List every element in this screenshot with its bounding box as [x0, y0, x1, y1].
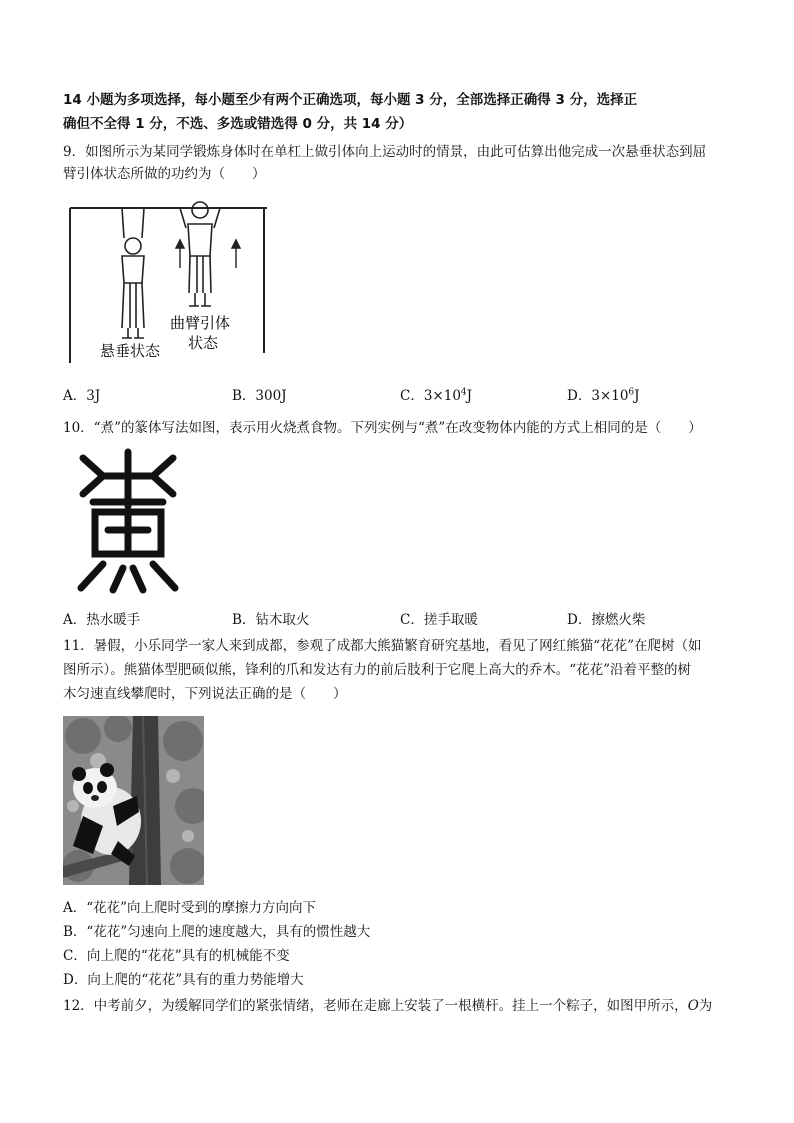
panda-photo-illustration — [63, 716, 204, 885]
question-12-text-line-1: 12．中考前夕，为缓解同学们的紧张情绪，老师在走廊上安装了一根横杆。挂上一个粽子，如图甲所示，O为 — [63, 998, 713, 1014]
q10-option-d[interactable]: D．擦燃火柴 — [567, 612, 646, 628]
q9-option-b[interactable]: B．300J — [232, 388, 287, 404]
label-pull-state-2: 状态 — [188, 334, 219, 352]
q11-option-a[interactable]: A．“花花”向上爬时受到的摩擦力方向向下 — [63, 900, 317, 916]
q11-option-b[interactable]: B．“花花”匀速向上爬的速度越大，具有的惯性越大 — [63, 924, 371, 940]
question-11-text-line-3: 木匀速直线攀爬时，下列说法正确的是（ ） — [63, 686, 347, 702]
seal-script-character — [63, 446, 193, 596]
question-9-text-line-1: 9．如图所示为某同学锻炼身体时在单杠上做引体向上运动时的情景，由此可估算出他完成一次悬垂状态到屈 — [63, 144, 707, 160]
question-11-text-line-1: 11．暑假，小乐同学一家人来到成都，参观了成都大熊猫繁育研究基地，看见了网红熊猫“花花”在爬树（如 — [63, 638, 702, 654]
seal-script-zhu-figure — [63, 446, 193, 596]
label-hanging-state: 悬垂状态 — [100, 342, 161, 360]
q9-option-d[interactable]: D．$3\times 10^6J$ — [567, 387, 640, 404]
q11-option-c[interactable]: C．向上爬的“花花”具有的机械能不变 — [63, 948, 290, 964]
panda-climbing-photo — [63, 716, 204, 885]
label-pull-state-1: 曲臂引体 — [170, 314, 231, 332]
question-9-text-line-2: 臂引体状态所做的功约为（ ） — [63, 166, 266, 182]
q10-option-b[interactable]: B．钻木取火 — [232, 612, 310, 628]
question-10-text-line-1: 10．“煮”的篆体写法如图，表示用火烧煮食物。下列实例与“煮”在改变物体内能的方式上相同的是（ ） — [63, 420, 702, 436]
q9-option-c[interactable]: C．$3\times 10^4J$ — [400, 387, 473, 404]
q10-option-a[interactable]: A．热水暖手 — [63, 612, 141, 628]
pivot-o-symbol: O — [687, 998, 699, 1014]
q11-option-d[interactable]: D．向上爬的“花花”具有的重力势能增大 — [63, 972, 304, 988]
pull-up-illustration — [62, 198, 272, 368]
pull-up-figure — [62, 198, 272, 368]
q9-option-a[interactable]: A．3J — [63, 388, 101, 404]
q10-option-c[interactable]: C．搓手取暖 — [400, 612, 478, 628]
instructions-line-1: 14 小题为多项选择，每小题至少有两个正确选项，每小题 3 分，全部选择正确得 3 分，选择正 — [63, 92, 638, 108]
question-11-text-line-2: 图所示）。熊猫体型肥硕似熊，锋利的爪和发达有力的前后肢利于它爬上高大的乔木。“花花”沿着平整的树 — [63, 662, 692, 678]
instructions-line-2: 确但不全得 1 分，不选、多选或错选得 0 分，共 14 分） — [63, 116, 413, 132]
